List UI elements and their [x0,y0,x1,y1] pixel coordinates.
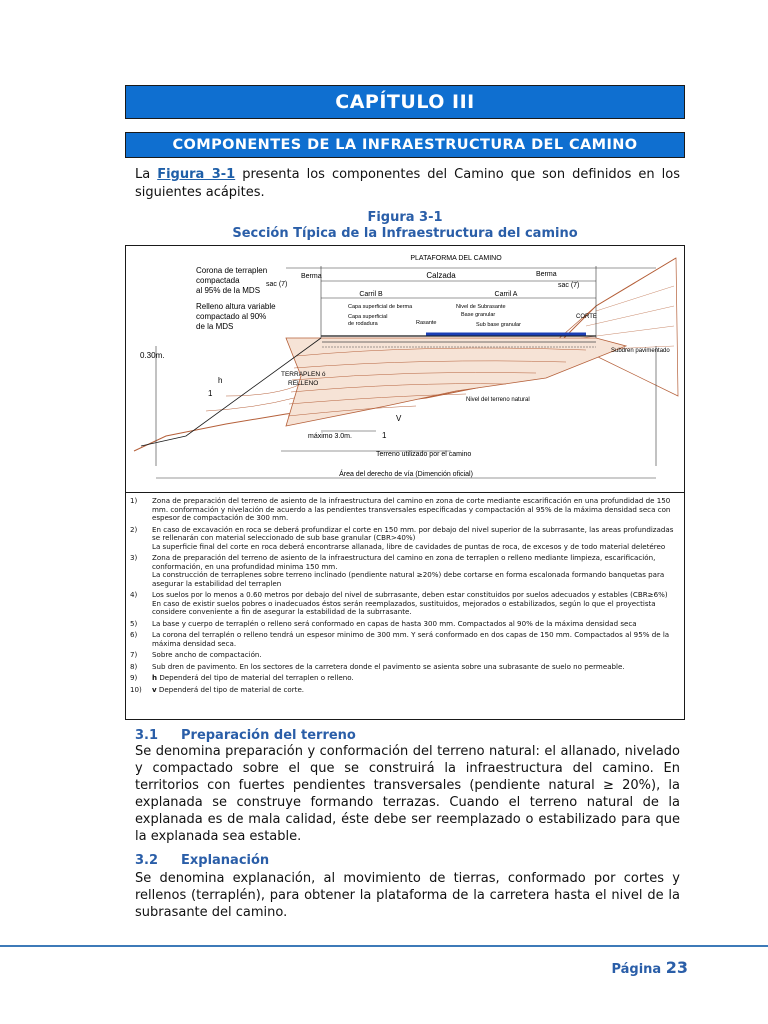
label-v10: V [396,414,402,423]
note-text: La corona del terraplén o relleno tendrá un espesor minimo de 300 mm. Y será conformado en dos capas de 150 mm. Compactados al 95% de la máxima densidad seca. [152,630,670,648]
note-number: 6) [130,630,138,639]
note-number: 4) [130,590,138,599]
intro-suffix: presenta los componentes del Camino que son definidos en los siguientes acápites. [135,167,680,200]
note-row [126,673,684,685]
section-number: 3.1 [135,728,159,743]
section-3-1-text: Se denomina preparación y conformación del terreno natural: el allanado, nivelado y compactado sobre el que se construirá la infraestructura del camino. En territorios con fuertes pendientes transversales (pendiente natural ≥ 20%), la explanada se construye formando terrazas. Cuando el terreno natural de la explanada es de mala calidad, éste debe ser reemplazado o estabilizado para que la explanada sea estable. [135,744,680,844]
label-berma-right: Berma [536,271,557,278]
label-relleno: Relleno altura variable [196,302,276,311]
label-area-derecho: Área del derecho de vía (Dimención oficial) [339,471,473,478]
figure-caption [125,210,685,242]
page-value: 23 [665,958,688,977]
section-heading: COMPONENTES DE LA INFRAESTRUCTURA DEL CAMINO [125,132,685,158]
label-030m: 0.30m. [140,351,165,360]
label-nivel-subrasante: Nivel de Subrasante [456,304,506,310]
note-text: Zona de preparación del terreno de asiento de la infraestructura del camino en zona de terraplen o relleno mediante limpieza, escarificación, conformación, en una profundidad minima 150 mm. La construcción de terraplenes sobre terreno inclinado (pendiente natural ≥20%) debe cortarse en forma escalonada formando banquetas para asegurar la estabilidad del terraplen [152,553,665,588]
label-terraplen2: RELLENO [288,380,319,387]
note-text: Sub dren de pavimento. En los sectores de la carretera donde el pavimento se asienta sobre una subrasante de suelo no permeable. [152,661,625,671]
label-carril-a: Carril A [494,291,518,298]
section-number: 3.2 [135,853,159,868]
label-carril-b: Carril B [359,291,383,298]
note-row [126,525,684,554]
label-capa-rodadura2: de rodadura [348,321,378,327]
label-sub-base: Sub base granular [476,322,521,328]
note-row [126,590,684,619]
section-3-2-heading [135,853,269,868]
label-terraplen: TERRAPLEN ó [281,371,326,378]
note-text: Sobre ancho de compactación. [152,650,262,659]
figure-number: Figura 3-1 [367,210,443,225]
section-title: Explanación [181,853,270,868]
page-label: Página [611,962,662,977]
label-calzada: Calzada [426,271,456,280]
label-corona: Corona de terraplen [196,266,268,275]
figure-frame [125,245,685,720]
label-one-b: 1 [382,431,387,440]
figure-title: Sección Típica de la Infraestructura del camino [232,226,578,241]
label-capa-rodadura: Capa superficial [348,314,388,320]
intro-prefix: La [135,167,158,182]
label-capa-berma: Capa superficial de berma [348,304,413,310]
figure-link[interactable]: Figura 3-1 [157,167,236,182]
chapter-heading: CAPÍTULO III [125,85,685,119]
note-number: 5) [130,618,138,628]
section-3-2-text: Se denomina explanación, al movimiento de tierras, conformado por cortes y rellenos (terraplén), para obtener la plataforma de la carretera hasta el nivel de la subrasante del camino. [135,871,680,920]
label-relleno3: de la MDS [196,322,234,331]
note-row [126,650,684,662]
note-text: Los suelos por lo menos a 0.60 metros por debajo del nivel de subrrasante, deben estar constituidos por suelos adecuados y estables (CBR≥6%) En caso de existir suelos pobres o inadecuados éstos serán reemplazados, sustituidos, mejorados o estabilizados, según lo que el proyectista considere conveniente a fin de asegurar la estabilidad de la subrrasante. [152,590,668,616]
label-maximo: máximo 3.0m. [308,433,352,440]
footer-divider [0,945,768,947]
label-rasante: Rasante [416,320,437,326]
label-corona2: compactada [196,276,240,285]
figure-notes [126,492,684,696]
note-text: En caso de excavación en roca se deberá profundizar el corte en 150 mm. por debajo del nivel superior de la subrrasante, las areas profundizadas se rellenarán con material seleccionado de sub base granular (CBR>40%) La superficie final del corte en roca deberá encontrarse allanada, libre de cavidades de puntas de roca, de excesos y de todo material deletéreo [152,524,674,551]
note-row [126,630,684,650]
section-title: Preparación del terreno [181,728,356,743]
label-corona3: al 95% de la MDS [196,286,261,295]
label-berma-left: Berma [301,273,322,280]
note-number: 3) [130,553,138,562]
label-terreno-utilizado: Terreno utilizado por el camino [376,451,472,458]
note-number: 2) [130,524,138,534]
road-section-diagram [126,246,684,492]
label-h9: h [218,376,223,385]
label-one: 1 [208,389,213,398]
intro-paragraph [135,166,680,202]
page-number [611,958,688,977]
note-number: 10) [130,684,142,694]
note-row [126,553,684,590]
embankment [286,338,626,426]
note-number: 1) [130,496,138,505]
label-relleno2: compactado al 90% [196,312,267,321]
label-base-granular: Base granular [461,312,496,318]
label-plataforma: PLATAFORMA DEL CAMINO [410,255,502,262]
note-row [126,685,684,697]
note-text: Zona de preparación del terreno de asiento de la infraestructura del camino en zona de corte mediante escarificación en una profundidad de 150 mm. conformación y nivelación de acuerdo a las pendientes transversales especificadas y compactación al 95% de la máxima densidad seca con espesor de compactación de 300 mm. [152,496,671,522]
note-row [126,496,684,525]
note-number: 8) [130,661,138,671]
note-row [126,662,684,674]
note-text: La base y cuerpo de terraplén o relleno será conformado en capas de hasta 300 mm. Compactados al 90% de la máxima densidad seca [152,618,637,628]
label-nivel-terreno: Nivel del terreno natural [466,397,530,403]
note-number: 9) [130,673,138,682]
label-subdren: Subdren pavimentado [611,348,670,354]
section-3-1-heading [135,728,356,743]
note-number: 7) [130,650,138,659]
label-sac-right: sac (7) [558,282,580,289]
note-text: h Dependerá del tipo de material del terraplen o relleno. [152,673,354,682]
label-corte: CORTE [576,314,597,320]
label-sac-left: sac (7) [266,281,288,288]
note-text: v Dependerá del tipo de material de corte. [152,684,305,694]
note-row [126,619,684,631]
